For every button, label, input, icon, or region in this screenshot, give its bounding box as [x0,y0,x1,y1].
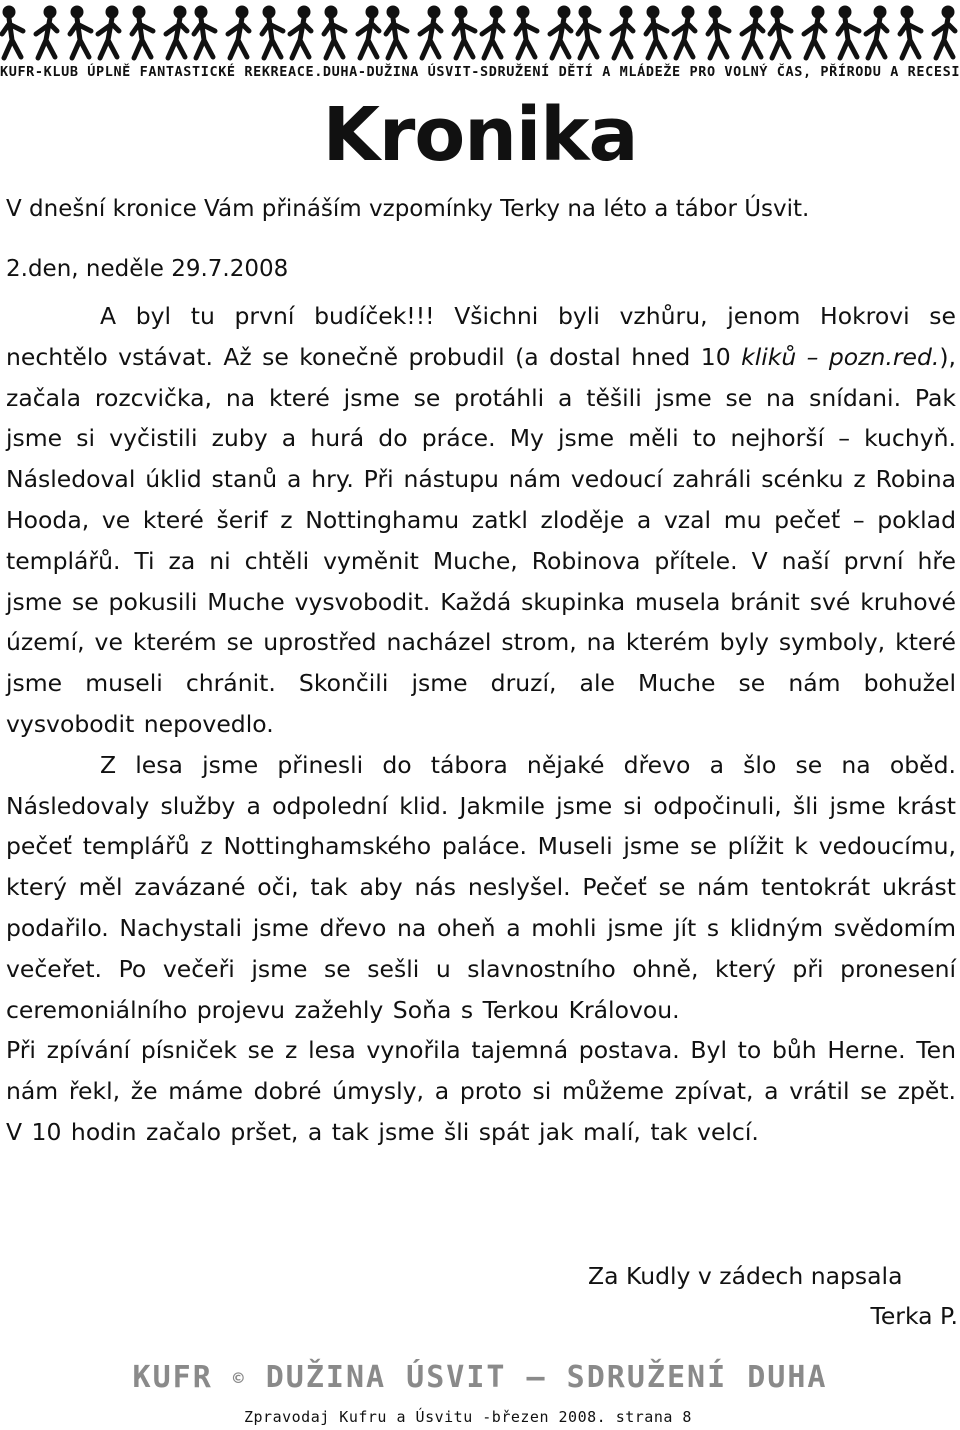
paragraph-3: Při zpívání písniček se z lesa vynořila tajemná postava. Byl to bůh Herne. Ten nám řekl, že máme dobré úmysly, a proto si můžeme zpívat, a vrátil se zpět. V 10 hodin začalo pršet, a tak jsme šli spát jak malí, tak velcí. [6,1036,956,1146]
footer-logo: KUFR © DUŽINA ÚSVIT – SDRUŽENÍ DUHA [132,1360,828,1395]
signature-line: Za Kudly v zádech napsala [588,1262,903,1290]
page-title: Kronika [322,92,638,178]
entry-date: 2.den, neděle 29.7.2008 [6,256,289,282]
paragraph-1: A byl tu první budíček!!! Všichni byli vzhůru, jenom Hokrovi se nechtělo vstávat. Až se konečně probudil (a dostal hned 10 kliků – pozn.red.), začala rozcvička, na které jsme se protáhli a těšili jsme se na snídani. Pak jsme si vyčistili zuby a hurá do práce. My jsme měli to nejhorší – kuchyň. Následoval úklid stanů a hry. Při nástupu nám vedoucí zahráli scénku z Robina Hooda, ve které šerif z Nottinghamu zatkl zloděje a vzal mu pečeť – poklad templářů. Ti za ni chtěli vyměnit Muche, Robinova přítele. V naší první hře jsme se pokusili Muche vysvobodit. Každá skupinka musela bránit své kruhové území, ve kterém se uprostřed nacházel strom, na kterém byly symboly, které jsme museli chránit. Skončili jsme druzí, ale Muche se nám bohužel vysvobodit nepovedlo. [6,302,956,738]
footer-page-info: Zpravodaj Kufru a Úsvitu -březen 2008. strana 8 [244,1408,692,1426]
header-tagline: KUFR-KLUB ÚPLNĚ FANTASTICKÉ REKREACE.DUHA-DUŽINA ÚSVIT-SDRUŽENÍ DĚTÍ A MLÁDEŽE PRO VOLNÝ ČAS, PŘÍRODU A RECESI [0,64,960,80]
editor-note: kliků – pozn.red. [741,342,940,371]
silhouettes-frieze-icon [0,0,960,62]
signature-author: Terka P. [870,1302,958,1330]
paragraph-2: Z lesa jsme přinesli do tábora nějaké dřevo a šlo se na oběd. Následovaly služby a odpolední klid. Jakmile jsme si odpočinuli, šli jsme krást pečeť templářů z Nottinghamského paláce. Museli jsme se plížit k vedoucímu, který měl zavázané oči, tak aby nás neslyšel. Pečeť se nám tentokrát ukrást podařilo. Nachystali jsme dřevo na oheň a mohli jsme jít s klidným svědomím večeřet. Po večeři jsme se sešli u slavnostního ohně, který při pronesení ceremoniálního projevu zažehly Soňa s Terkou Královou. [6,750,956,1024]
article-body [6,296,956,1153]
intro-line: V dnešní kronice Vám přináším vzpomínky Terky na léto a tábor Úsvit. [6,196,810,222]
